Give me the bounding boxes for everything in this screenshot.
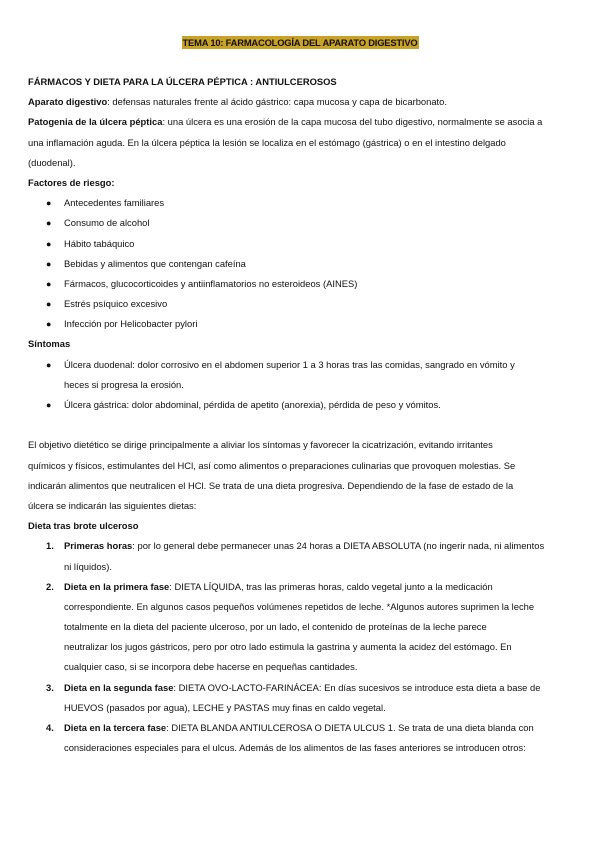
bullet-icon: ● [46, 198, 52, 209]
bullet-icon: ● [46, 238, 52, 249]
risk-factor-item [28, 254, 578, 274]
diet-phase-item [28, 678, 578, 698]
risk-factor-text: Antecedentes familiares [64, 197, 165, 209]
diet-phase-label: Dieta en la tercera fase [64, 722, 167, 733]
patogenia-label: Patogenia de la úlcera péptica [28, 116, 163, 128]
diet-phase-label: Dieta en la segunda fase [64, 681, 174, 693]
symptom-item [28, 375, 578, 395]
diet-phase-item [28, 557, 578, 577]
diet-phase-label: Dieta en la primera fase [64, 580, 170, 592]
diet-phase-item [28, 698, 578, 718]
list-number: 2. [46, 580, 54, 592]
section-heading: FÁRMACOS Y DIETA PARA LA ÚLCERA PÉPTICA : ANTIULCEROSOS [28, 76, 337, 87]
objective-line: úlcera se indicarán las siguientes dietas: [28, 499, 197, 511]
diet-phase-item [28, 597, 578, 617]
symptom-text: Úlcera duodenal: dolor corrosivo en el abdomen superior 1 a 3 horas tras las comidas, sangrado en vómito y [64, 358, 515, 370]
patogenia-line: (duodenal). [28, 156, 76, 168]
diet-phase-text: neutralizar los jugos gástricos, pero por otro lado estimula la gastrina y aumenta la acidez del estómago. En [64, 641, 512, 653]
objective-line: indicarán alimentos que neutralicen el HCl. Se trata de una dieta progresiva. Dependiendo de la fase de estado de la [28, 479, 514, 491]
diet-phase-label: Primeras horas [64, 540, 133, 552]
symptom-item [28, 355, 578, 375]
patogenia-line [28, 112, 578, 132]
risk-factor-text: Bebidas y alimentos que contengan cafeína [64, 257, 246, 269]
list-number: 3. [46, 681, 54, 693]
bullet-icon: ● [46, 278, 52, 289]
bullet-icon: ● [46, 258, 52, 269]
bullet-icon: ● [46, 319, 52, 330]
diet-phase-item [28, 577, 578, 597]
aparato-text: : defensas naturales frente al ácido gástrico: capa mucosa y capa de bicarbonato. [107, 96, 447, 108]
document-title: TEMA 10: FARMACOLOGÍA DEL APARATO DIGESTIVO [182, 37, 418, 48]
bullet-icon: ● [46, 359, 52, 370]
objective-line: El objetivo dietético se dirige principalmente a aliviar los síntomas y favorecer la cicatrización, evitando irritantes [28, 439, 493, 451]
diet-phase-text: ni líquidos). [64, 560, 112, 572]
risk-factor-item [28, 274, 578, 294]
factores-label: Factores de riesgo: [28, 176, 115, 188]
objective-line: químicos y físicos, estimulantes del HCl, así como alimentos o preparaciones culinarias que provoquen molestias. Se [28, 459, 516, 471]
risk-factor-item [28, 213, 578, 233]
risk-factor-item [28, 234, 578, 254]
diet-phase-item [28, 738, 578, 758]
diet-phase-text: : DIETA BLANDA ANTIULCEROSA O DIETA ULCUS 1. Se trata de una dieta blanda con [166, 722, 534, 733]
aparato-label: Aparato digestivo [28, 96, 108, 108]
diet-phase-text: totalmente en la dieta del paciente ulceroso, por un lado, el contenido de proteínas de la leche parece [64, 621, 487, 633]
symptom-item [28, 395, 578, 415]
sintomas-label: Síntomas [28, 338, 71, 350]
diet-phase-text: : DIETA OVO-LACTO-FARINÁCEA: En días sucesivos se introduce esta dieta a base de [173, 681, 541, 693]
diet-phase-item [28, 657, 578, 677]
diet-phase-text: : DIETA LÍQUIDA, tras las primeras horas, caldo vegetal junto a la medicación [169, 580, 493, 592]
symptom-text: Úlcera gástrica: dolor abdominal, pérdida de apetito (anorexia), pérdida de peso y vómitos. [64, 399, 441, 410]
diet-phase-text: : por lo general debe permanecer unas 24 horas a DIETA ABSOLUTA (no ingerir nada, ni alimentos [132, 540, 545, 552]
risk-factor-item [28, 193, 578, 213]
list-number: 1. [46, 540, 54, 552]
bullet-icon: ● [46, 400, 52, 410]
risk-factor-item [28, 314, 578, 334]
risk-factor-text: Infección por Helicobacter pylori [64, 318, 198, 330]
bullet-icon: ● [46, 218, 52, 229]
risk-factor-item [28, 294, 578, 314]
diet-phase-item [28, 718, 578, 738]
list-number: 4. [46, 722, 54, 733]
bullet-icon: ● [46, 299, 52, 310]
diet-phase-item [28, 536, 578, 556]
risk-factor-text: Consumo de alcohol [64, 217, 150, 229]
patogenia-text: : una úlcera es una erosión de la capa mucosa del tubo digestivo, normalmente se asocia a [162, 116, 543, 128]
document-body [28, 72, 578, 758]
diet-phase-item [28, 637, 578, 657]
diet-phase-text: HUEVOS (pasados por agua), LECHE y PASTAS muy finas en caldo vegetal. [64, 701, 386, 713]
risk-factor-text: Fármacos, glucocorticoides y antiinflamatorios no esteroideos (AINES) [64, 277, 358, 289]
diet-phase-text: correspondiente. En algunos casos pequeños volúmenes repetidos de leche. *Algunos autores suprimen la leche [64, 600, 535, 612]
symptom-text: heces si progresa la erosión. [64, 378, 184, 390]
dieta-label: Dieta tras brote ulceroso [28, 520, 139, 532]
diet-phase-text: cualquier caso, si se incorpora debe hacerse en pequeñas cantidades. [64, 661, 358, 673]
risk-factor-text: Hábito tabáquico [64, 237, 135, 249]
diet-phase-text: consideraciones especiales para el ulcus. Además de los alimentos de las fases anteriores se introducen otros: [64, 742, 526, 754]
diet-phase-item [28, 617, 578, 637]
patogenia-line: una inflamación aguda. En la úlcera péptica la lesión se localiza en el estómago (gástrica) o en el intestino delgado [28, 136, 506, 148]
aparato-paragraph [28, 92, 578, 112]
risk-factor-text: Estrés psíquico excesivo [64, 298, 168, 310]
